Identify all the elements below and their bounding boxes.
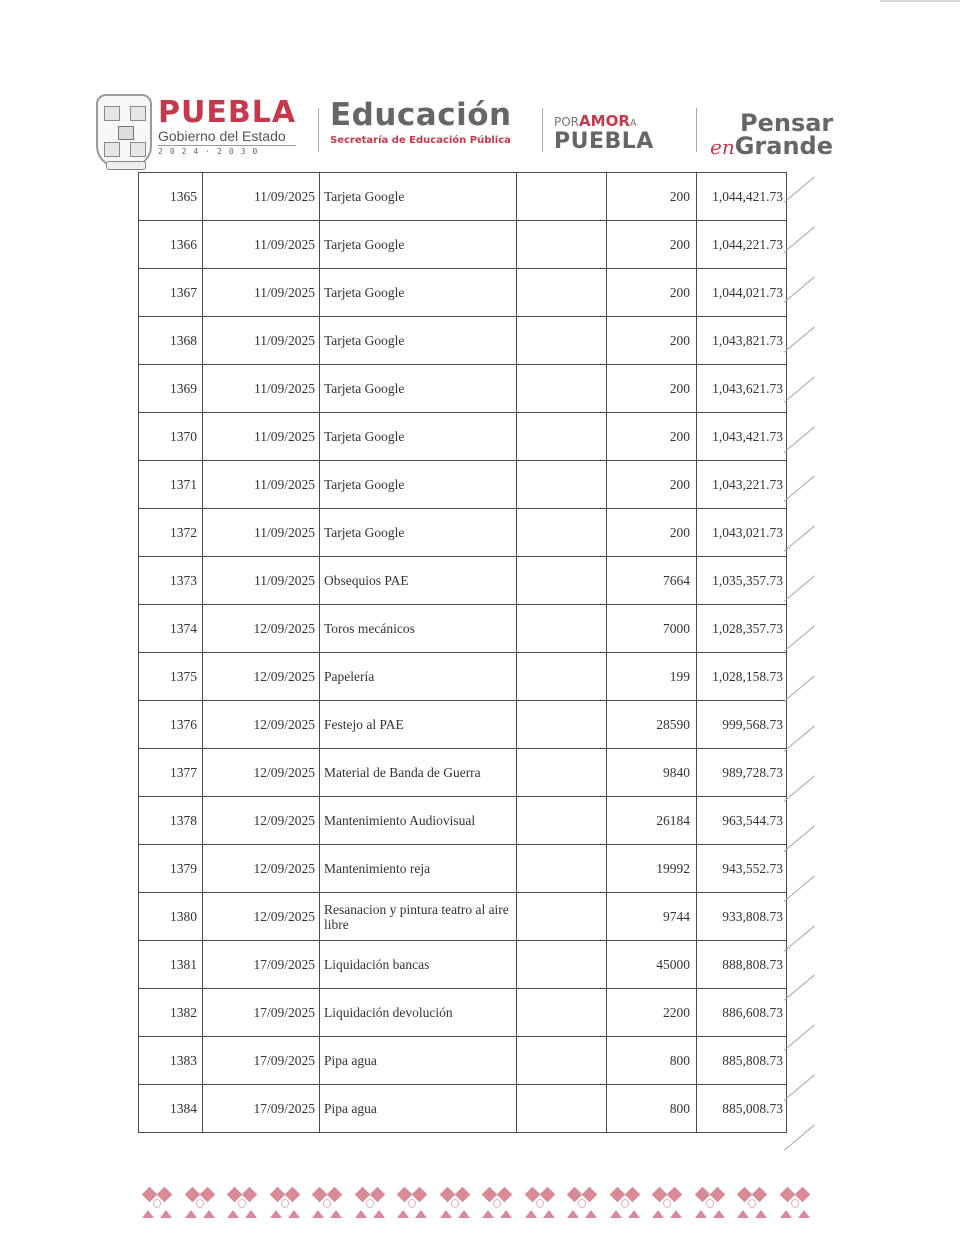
row-id: 1374 (139, 605, 203, 653)
row-id: 1366 (139, 221, 203, 269)
row-id: 1365 (139, 173, 203, 221)
row-extra (517, 701, 607, 749)
diamond-motif-icon (565, 1186, 599, 1220)
table-row (139, 605, 787, 653)
row-amount: 200 (607, 365, 697, 413)
row-balance: 1,043,821.73 (697, 317, 787, 365)
row-description: Obsequios PAE (320, 557, 517, 605)
row-id: 1384 (139, 1085, 203, 1133)
row-description: Papelería (320, 653, 517, 701)
row-date: 17/09/2025 (203, 1037, 320, 1085)
row-amount: 2200 (607, 989, 697, 1037)
row-amount: 200 (607, 173, 697, 221)
check-mark-icon (784, 276, 815, 303)
pensar-en-grande-logo (710, 109, 880, 160)
row-description: Tarjeta Google (320, 317, 517, 365)
row-id: 1367 (139, 269, 203, 317)
row-amount: 28590 (607, 701, 697, 749)
row-amount: 9744 (607, 893, 697, 941)
row-description: Material de Banda de Guerra (320, 749, 517, 797)
row-date: 12/09/2025 (203, 893, 320, 941)
row-description: Tarjeta Google (320, 509, 517, 557)
row-extra (517, 845, 607, 893)
table-row (139, 989, 787, 1037)
header-divider (318, 108, 319, 152)
check-mark-icon (784, 1025, 815, 1052)
check-mark-icon (784, 426, 815, 453)
check-mark-icon (784, 825, 815, 852)
row-id: 1368 (139, 317, 203, 365)
row-extra (517, 605, 607, 653)
row-description: Toros mecánicos (320, 605, 517, 653)
row-balance: 1,035,357.73 (697, 557, 787, 605)
row-extra (517, 653, 607, 701)
row-id: 1369 (139, 365, 203, 413)
decorative-footer-band (140, 1186, 812, 1220)
diamond-motif-icon (183, 1186, 217, 1220)
check-mark-icon (784, 526, 815, 553)
diamond-motif-icon (353, 1186, 387, 1220)
row-extra (517, 893, 607, 941)
row-amount: 199 (607, 653, 697, 701)
row-amount: 7664 (607, 557, 697, 605)
check-mark-icon (784, 226, 815, 253)
diamond-motif-icon (735, 1186, 769, 1220)
table-row (139, 1037, 787, 1085)
row-balance: 933,808.73 (697, 893, 787, 941)
diamond-motif-icon (140, 1186, 174, 1220)
row-date: 11/09/2025 (203, 509, 320, 557)
row-extra (517, 989, 607, 1037)
pensar-top: Pensar (740, 109, 834, 137)
pensar-bottom: Grande (734, 132, 833, 160)
check-mark-icon (784, 326, 815, 353)
diamond-motif-icon (778, 1186, 812, 1220)
check-mark-icon (784, 476, 815, 503)
diamond-motif-icon (268, 1186, 302, 1220)
table-row (139, 509, 787, 557)
row-extra (517, 941, 607, 989)
scan-edge-line (880, 0, 960, 2)
check-mark-icon (784, 1075, 815, 1102)
row-id: 1383 (139, 1037, 203, 1085)
check-mark-icon (784, 176, 815, 203)
row-id: 1372 (139, 509, 203, 557)
row-balance: 888,808.73 (697, 941, 787, 989)
row-amount: 9840 (607, 749, 697, 797)
expense-ledger-table (138, 172, 787, 1133)
slogan-a: A (629, 118, 637, 129)
row-description: Tarjeta Google (320, 173, 517, 221)
header-divider (542, 108, 543, 152)
check-mark-icon (784, 626, 815, 653)
diamond-motif-icon (650, 1186, 684, 1220)
row-amount: 200 (607, 509, 697, 557)
row-balance: 1,044,021.73 (697, 269, 787, 317)
puebla-subtitle: Gobierno del Estado (158, 128, 286, 144)
diamond-motif-icon (523, 1186, 557, 1220)
row-date: 11/09/2025 (203, 365, 320, 413)
row-amount: 200 (607, 221, 697, 269)
row-id: 1375 (139, 653, 203, 701)
row-id: 1370 (139, 413, 203, 461)
row-balance: 1,044,221.73 (697, 221, 787, 269)
row-balance: 1,043,221.73 (697, 461, 787, 509)
diamond-motif-icon (395, 1186, 429, 1220)
diamond-motif-icon (310, 1186, 344, 1220)
row-date: 11/09/2025 (203, 461, 320, 509)
row-balance: 943,552.73 (697, 845, 787, 893)
row-date: 11/09/2025 (203, 413, 320, 461)
row-description: Pipa agua (320, 1037, 517, 1085)
row-id: 1373 (139, 557, 203, 605)
check-mark-icon (784, 675, 815, 702)
row-balance: 885,808.73 (697, 1037, 787, 1085)
row-extra (517, 1037, 607, 1085)
row-extra (517, 269, 607, 317)
letterhead (96, 92, 876, 174)
row-balance: 989,728.73 (697, 749, 787, 797)
row-date: 11/09/2025 (203, 173, 320, 221)
education-title: Educación (330, 97, 512, 133)
row-balance: 1,028,357.73 (697, 605, 787, 653)
slogan-amor: AMOR (579, 112, 630, 130)
row-id: 1381 (139, 941, 203, 989)
diamond-motif-icon (480, 1186, 514, 1220)
row-balance: 963,544.73 (697, 797, 787, 845)
table-row (139, 461, 787, 509)
row-date: 11/09/2025 (203, 221, 320, 269)
row-date: 11/09/2025 (203, 269, 320, 317)
row-date: 12/09/2025 (203, 701, 320, 749)
row-id: 1378 (139, 797, 203, 845)
row-date: 12/09/2025 (203, 749, 320, 797)
puebla-title: PUEBLA (158, 95, 297, 130)
row-extra (517, 365, 607, 413)
table-row (139, 845, 787, 893)
row-date: 11/09/2025 (203, 557, 320, 605)
row-description: Mantenimiento Audiovisual (320, 797, 517, 845)
table-row (139, 941, 787, 989)
por-amor-a-puebla-logo (554, 114, 654, 153)
row-date: 12/09/2025 (203, 797, 320, 845)
state-coat-of-arms-icon (96, 94, 152, 168)
table-row (139, 317, 787, 365)
table-row (139, 1085, 787, 1133)
table-row (139, 701, 787, 749)
row-id: 1380 (139, 893, 203, 941)
row-extra (517, 509, 607, 557)
check-mark-icon (784, 875, 815, 902)
row-description: Tarjeta Google (320, 269, 517, 317)
row-date: 12/09/2025 (203, 845, 320, 893)
header-divider (696, 108, 697, 152)
row-balance: 999,568.73 (697, 701, 787, 749)
table-row (139, 173, 787, 221)
row-date: 17/09/2025 (203, 1085, 320, 1133)
check-mark-icon (784, 1125, 815, 1152)
row-amount: 800 (607, 1037, 697, 1085)
row-extra (517, 413, 607, 461)
row-extra (517, 1085, 607, 1133)
row-extra (517, 461, 607, 509)
table-row (139, 221, 787, 269)
row-balance: 1,028,158.73 (697, 653, 787, 701)
check-mark-icon (784, 376, 815, 403)
row-extra (517, 317, 607, 365)
slogan-por: POR (554, 115, 580, 129)
row-amount: 19992 (607, 845, 697, 893)
row-id: 1377 (139, 749, 203, 797)
check-mark-icon (784, 725, 815, 752)
table-row (139, 269, 787, 317)
row-balance: 1,043,621.73 (697, 365, 787, 413)
row-id: 1382 (139, 989, 203, 1037)
row-extra (517, 221, 607, 269)
table-row (139, 749, 787, 797)
pensar-en: en (710, 135, 735, 159)
diamond-motif-icon (438, 1186, 472, 1220)
row-description: Tarjeta Google (320, 461, 517, 509)
row-extra (517, 557, 607, 605)
row-amount: 200 (607, 269, 697, 317)
education-logo (330, 98, 512, 148)
row-description: Mantenimiento reja (320, 845, 517, 893)
table-row (139, 365, 787, 413)
puebla-government-logo (158, 95, 297, 158)
check-mark-icon (784, 925, 815, 952)
slogan-puebla: PUEBLA (554, 129, 654, 154)
row-amount: 200 (607, 317, 697, 365)
diamond-motif-icon (693, 1186, 727, 1220)
row-balance: 1,043,421.73 (697, 413, 787, 461)
check-mark-icon (784, 775, 815, 802)
row-amount: 200 (607, 413, 697, 461)
table-row (139, 413, 787, 461)
row-id: 1371 (139, 461, 203, 509)
diamond-motif-icon (608, 1186, 642, 1220)
row-date: 17/09/2025 (203, 941, 320, 989)
row-date: 12/09/2025 (203, 605, 320, 653)
row-date: 17/09/2025 (203, 989, 320, 1037)
row-balance: 1,043,021.73 (697, 509, 787, 557)
row-description: Liquidación bancas (320, 941, 517, 989)
table-row (139, 653, 787, 701)
row-id: 1379 (139, 845, 203, 893)
row-description: Liquidación devolución (320, 989, 517, 1037)
row-description: Tarjeta Google (320, 221, 517, 269)
table-row (139, 797, 787, 845)
check-mark-icon (784, 576, 815, 603)
diamond-motif-icon (225, 1186, 259, 1220)
row-description: Pipa agua (320, 1085, 517, 1133)
row-amount: 200 (607, 461, 697, 509)
row-date: 12/09/2025 (203, 653, 320, 701)
row-balance: 886,608.73 (697, 989, 787, 1037)
row-date: 11/09/2025 (203, 317, 320, 365)
row-extra (517, 173, 607, 221)
row-extra (517, 797, 607, 845)
row-balance: 885,008.73 (697, 1085, 787, 1133)
row-description: Festejo al PAE (320, 701, 517, 749)
row-extra (517, 749, 607, 797)
row-balance: 1,044,421.73 (697, 173, 787, 221)
puebla-years: 2024·2030 (158, 145, 296, 158)
row-amount: 7000 (607, 605, 697, 653)
table-row (139, 893, 787, 941)
check-mark-icon (784, 975, 815, 1002)
row-amount: 800 (607, 1085, 697, 1133)
row-id: 1376 (139, 701, 203, 749)
education-subtitle: Secretaría de Educación Pública (330, 135, 511, 146)
row-amount: 26184 (607, 797, 697, 845)
row-description: Tarjeta Google (320, 365, 517, 413)
row-description: Tarjeta Google (320, 413, 517, 461)
table-row (139, 557, 787, 605)
row-description: Resanacion y pintura teatro al aire libre (320, 893, 517, 941)
row-amount: 45000 (607, 941, 697, 989)
